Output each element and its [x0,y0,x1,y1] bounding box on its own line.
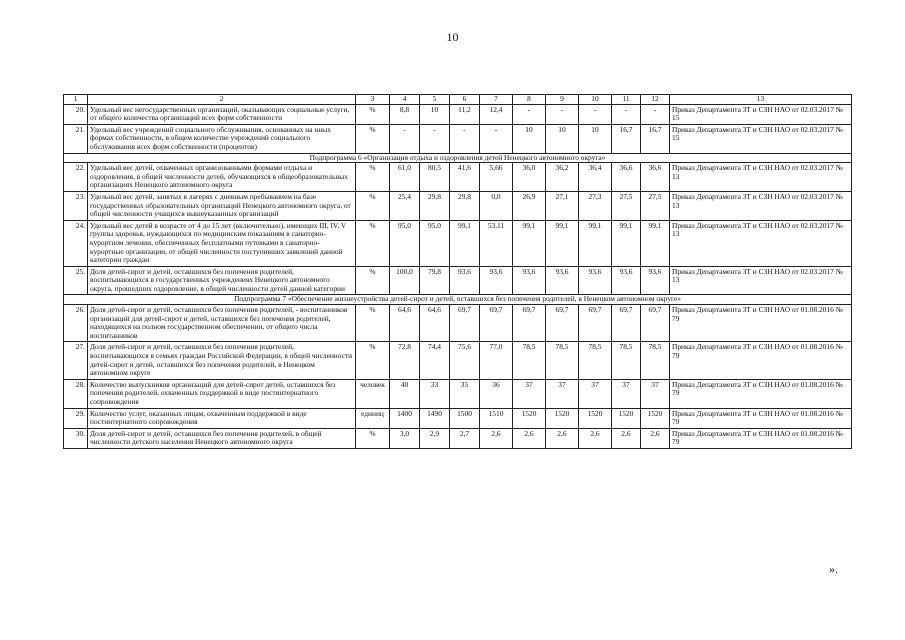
value-cell: 95,0 [390,220,420,266]
value-cell: - [546,104,579,124]
value-cell: 37 [612,379,641,408]
value-cell: 2,6 [480,428,513,448]
indicator-name: Доля детей-сирот и детей, оставшихся без попечения родителей, в общей численности детского населения Ненецкого автономного округа [88,428,356,448]
value-cell: - [612,104,641,124]
value-cell: 99,1 [513,220,546,266]
value-cell: 36,6 [612,163,641,192]
value-cell: 1500 [450,408,480,428]
value-cell: 2,6 [579,428,612,448]
value-cell: 2,6 [612,428,641,448]
value-cell: 1520 [546,408,579,428]
page-number: 10 [446,30,459,44]
value-cell: 69,7 [579,305,612,342]
value-cell: 0,0 [480,191,513,220]
subprogram-title: Подпрограмма 6 «Организация отдыха и оздоровления детей Ненецкого автономного округа» [64,153,852,163]
row-number: 27. [64,342,88,379]
value-cell: 35 [450,379,480,408]
value-cell: - [420,124,450,153]
value-cell: - [480,124,513,153]
value-cell: 99,1 [546,220,579,266]
value-cell: 10 [546,124,579,153]
header-cell: 5 [420,95,450,105]
table-body [64,95,852,449]
value-cell: 2,6 [641,428,670,448]
value-cell: - [450,124,480,153]
value-cell: - [579,104,612,124]
value-cell: 93,6 [450,266,480,295]
value-cell: 78,5 [641,342,670,379]
table-row [64,220,852,266]
value-cell: 37 [579,379,612,408]
value-cell: 1520 [513,408,546,428]
row-number: 22. [64,163,88,192]
table-row [64,342,852,379]
unit-cell: % [356,104,390,124]
unit-cell: % [356,428,390,448]
row-number: 29. [64,408,88,428]
indicator-name: Удельный вес детей, занятых в лагерях с дневным пребыванием на базе государственных образовательных организаций Ненецкого автономного округа, от общей численности учащихся вышеуказанных организаций [88,191,356,220]
header-cell: 1 [64,95,88,105]
table-row [64,379,852,408]
subprogram-row [64,153,852,163]
source-document: Приказ Департамента ЗТ и СЗН НАО от 02.03.2017 № 13 [670,163,852,192]
table-row [64,266,852,295]
value-cell: 64,6 [420,305,450,342]
value-cell: 79,8 [420,266,450,295]
row-number: 26. [64,305,88,342]
header-cell: 11 [612,95,641,105]
source-document: Приказ Департамента ЗТ и СЗН НАО от 02.03.2017 № 13 [670,191,852,220]
value-cell: 40 [390,379,420,408]
source-document: Приказ Департамента ЗТ и СЗН НАО от 01.08.2016 № 79 [670,408,852,428]
value-cell: 2,6 [513,428,546,448]
value-cell: 99,1 [612,220,641,266]
value-cell: 37 [546,379,579,408]
value-cell: 69,7 [513,305,546,342]
source-document: Приказ Департамента ЗТ и СЗН НАО от 01.08.2016 № 79 [670,428,852,448]
row-number: 24. [64,220,88,266]
value-cell: 36,4 [579,163,612,192]
value-cell: 2,7 [450,428,480,448]
header-cell: 12 [641,95,670,105]
table-row [64,305,852,342]
value-cell: 78,5 [513,342,546,379]
indicator-name: Удельный вес учреждений социального обслуживания, основанных на иных формах собственности, в общем количестве учреждений социального обслуживания всех форм собственности (процентов) [88,124,356,153]
value-cell: 12,4 [480,104,513,124]
value-cell: 3,0 [390,428,420,448]
value-cell: 16,7 [612,124,641,153]
value-cell: 37 [641,379,670,408]
value-cell: 1490 [420,408,450,428]
row-number: 20. [64,104,88,124]
unit-cell: % [356,191,390,220]
value-cell: 10 [579,124,612,153]
source-document: Приказ Департамента ЗТ и СЗН НАО от 01.08.2016 № 79 [670,379,852,408]
value-cell: 36,2 [546,163,579,192]
value-cell: 16,7 [641,124,670,153]
value-cell: 72,8 [390,342,420,379]
unit-cell: единиц [356,408,390,428]
value-cell: 11,2 [450,104,480,124]
unit-cell: % [356,266,390,295]
value-cell: 93,6 [546,266,579,295]
indicator-name: Доля детей-сирот и детей, оставшихся без попечения родителей, воспитывающихся в семьях граждан Российской Федерации, в общей численности детей-сирот и детей, оставшихся без попечения родителей, в Ненецком автономном округе [88,342,356,379]
table-row [64,163,852,192]
source-document: Приказ Департамента ЗТ и СЗН НАО от 01.08.2016 № 79 [670,305,852,342]
indicator-name: Удельный вес детей, охваченных организованными формами отдыха и оздоровления, в общей численности детей, обучающихся в общеобразовательных организациях Ненецкого автономного округа [88,163,356,192]
table-row [64,191,852,220]
value-cell: 5,66 [480,163,513,192]
value-cell: 27,5 [641,191,670,220]
header-cell: 9 [546,95,579,105]
value-cell: 33 [420,379,450,408]
source-document: Приказ Департамента ЗТ и СЗН НАО от 02.03.2017 № 15 [670,124,852,153]
subprogram-row [64,295,852,305]
indicator-name: Количество услуг, оказанных лицам, охваченным поддержкой в виде постинтернатного сопровождения [88,408,356,428]
value-cell: 93,6 [480,266,513,295]
value-cell: 69,7 [546,305,579,342]
unit-cell: % [356,163,390,192]
value-cell: 29,8 [420,191,450,220]
unit-cell: человек [356,379,390,408]
indicator-name: Доля детей-сирот и детей, оставшихся без попечения родителей, воспитывающихся в государственных учреждениях Ненецкого автономного округа, прошедших оздоровление, в общей численности детей данной категории [88,266,356,295]
value-cell: - [390,124,420,153]
unit-cell: % [356,124,390,153]
value-cell: 1520 [612,408,641,428]
value-cell: 64,6 [390,305,420,342]
header-cell: 2 [88,95,356,105]
value-cell: 29,8 [450,191,480,220]
indicator-name: Доля детей-сирот и детей, оставшихся без попечения родителей, - воспитанников организаций для детей-сирот и детей, оставшихся без попечения родителей, находящихся на полном государственном обеспечении, от общего числа воспитанников [88,305,356,342]
value-cell: 100,0 [390,266,420,295]
value-cell: 61,0 [390,163,420,192]
source-document: Приказ Департамента ЗТ и СЗН НАО от 02.03.2017 № 13 [670,220,852,266]
value-cell: 77,0 [480,342,513,379]
value-cell: 27,1 [546,191,579,220]
value-cell: 10 [420,104,450,124]
indicator-name: Удельный вес детей в возрасте от 4 до 15 лет (включительно), имеющих III, IV, V группы здоровья, нуждающихся по медицинским показаниям в санаторно-курортном лечении, обеспеченных бесплатными путевками в санаторно-курортные организации, от общей численности поступивших заявлений данной категории граждан [88,220,356,266]
value-cell: 95,0 [420,220,450,266]
value-cell: - [513,104,546,124]
value-cell: 99,1 [641,220,670,266]
header-cell: 4 [390,95,420,105]
value-cell: 27,3 [579,191,612,220]
value-cell: - [641,104,670,124]
header-cell: 7 [480,95,513,105]
value-cell: 78,5 [612,342,641,379]
header-cell: 8 [513,95,546,105]
header-row [64,95,852,105]
indicator-name: Количество выпускников организаций для детей-сирот детей, оставшихся без попечения родителей, охваченных поддержкой в виде постинтернатного сопровождения [88,379,356,408]
value-cell: 41,6 [450,163,480,192]
value-cell: 36,0 [513,163,546,192]
header-cell: 6 [450,95,480,105]
source-document: Приказ Департамента ЗТ и СЗН НАО от 01.08.2016 № 79 [670,342,852,379]
table-row [64,104,852,124]
value-cell: 69,7 [450,305,480,342]
value-cell: 93,6 [579,266,612,295]
indicator-name: Удельный вес негосударственных организаций, оказывающих социальные услуги, от общего количества организаций всех форм собственности [88,104,356,124]
source-document: Приказ Департамента ЗТ и СЗН НАО от 02.03.2017 № 13 [670,266,852,295]
row-number: 21. [64,124,88,153]
value-cell: 69,7 [641,305,670,342]
value-cell: 80,5 [420,163,450,192]
value-cell: 69,7 [612,305,641,342]
value-cell: 99,1 [450,220,480,266]
unit-cell: % [356,220,390,266]
value-cell: 2,9 [420,428,450,448]
unit-cell: % [356,342,390,379]
value-cell: 75,6 [450,342,480,379]
value-cell: 2,6 [546,428,579,448]
table-row [64,428,852,448]
value-cell: 69,7 [480,305,513,342]
header-cell: 10 [579,95,612,105]
value-cell: 93,6 [641,266,670,295]
value-cell: 93,6 [513,266,546,295]
table-row [64,408,852,428]
value-cell: 10 [513,124,546,153]
indicators-table [63,94,852,449]
value-cell: 99,1 [579,220,612,266]
value-cell: 78,5 [546,342,579,379]
value-cell: 53,11 [480,220,513,266]
row-number: 23. [64,191,88,220]
source-document: Приказ Департамента ЗТ и СЗН НАО от 02.03.2017 № 15 [670,104,852,124]
row-number: 30. [64,428,88,448]
value-cell: 78,5 [579,342,612,379]
value-cell: 36,6 [641,163,670,192]
unit-cell: % [356,305,390,342]
value-cell: 25,4 [390,191,420,220]
closing-mark: ». [829,562,838,576]
value-cell: 1520 [579,408,612,428]
value-cell: 1400 [390,408,420,428]
value-cell: 27,5 [612,191,641,220]
row-number: 25. [64,266,88,295]
value-cell: 93,6 [612,266,641,295]
row-number: 28. [64,379,88,408]
header-cell: 3 [356,95,390,105]
value-cell: 37 [513,379,546,408]
value-cell: 36 [480,379,513,408]
value-cell: 1520 [641,408,670,428]
value-cell: 1510 [480,408,513,428]
header-cell: 13 [670,95,852,105]
value-cell: 74,4 [420,342,450,379]
value-cell: 8,8 [390,104,420,124]
table-row [64,124,852,153]
value-cell: 26,9 [513,191,546,220]
subprogram-title: Подпрограмма 7 «Обеспечение жизнеустройства детей-сирот и детей, оставшихся без попечения родителей, в Ненецком автономном округе» [64,295,852,305]
